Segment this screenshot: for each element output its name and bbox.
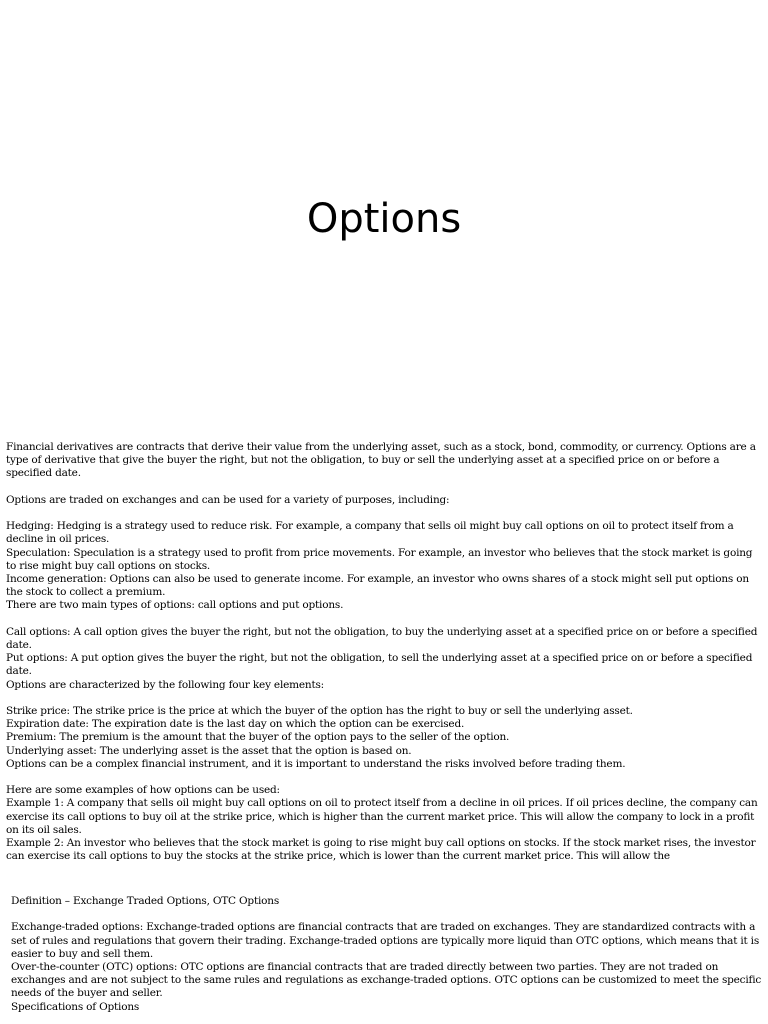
examples-intro: Here are some examples of how options can be used: [6, 784, 280, 797]
purpose-income-generation: Income generation: Options can also be used to generate income. For example, an investor who owns shares of a stock might sell put options on the stock to collect a premium. [6, 573, 749, 599]
intro-paragraph: Financial derivatives are contracts that derive their value from the underlying asset, such as a stock, bond, commodity, or currency. Options are a type of derivative that give the buyer the right, but not the obligation, to buy or sell the underlying asset at a specified price on or before a specified date. [6, 441, 756, 480]
definitions-section [11, 895, 763, 1020]
intro-purposes-paragraph: Options are traded on exchanges and can be used for a variety of purposes, including: [6, 493, 450, 506]
element-premium: Premium: The premium is the amount that the buyer of the option pays to the seller of the option. [6, 731, 510, 744]
definition-otc: Over-the-counter (OTC) options: OTC options are financial contracts that are traded directly between two parties. They are not traded on exchanges and are not subject to the same rules and regulations as exchange-traded options. OTC options can be customized to meet the specific needs of the buyer and seller. [11, 961, 762, 1000]
definitions-heading: Definition – Exchange Traded Options, OTC Options [11, 895, 280, 907]
type-call-options: Call options: A call option gives the buyer the right, but not the obligation, to buy the underlying asset at a specified price on or before a specified date. [6, 625, 758, 651]
example-1: Example 1: A company that sells oil might buy call options on oil to protect itself from a decline in oil prices. If oil prices decline, the company can exercise its call options to buy oil at the strike price, which is higher than the current market price. This will allow the company to lock in a profit on its oil sales. [6, 797, 758, 836]
specifications-heading: Specifications of Options [11, 1000, 140, 1013]
element-expiration-date: Expiration date: The expiration date is the last day on which the option can be exercised. [6, 718, 465, 731]
example-2: Example 2: An investor who believes that the stock market is going to rise might buy call options on stocks. If the stock market rises, the investor can exercise its call options to buy the stocks at the strike price, which is lower than the current market price. This will allow the [6, 837, 756, 863]
element-strike-price: Strike price: The strike price is the price at which the buyer of the option has the right to buy or sell the underlying asset. [6, 705, 633, 717]
types-intro: There are two main types of options: call options and put options. [6, 599, 344, 612]
risk-note: Options can be a complex financial instrument, and it is important to understand the risks involved before trading them. [6, 757, 626, 770]
options-body-text [6, 441, 762, 865]
type-put-options: Put options: A put option gives the buyer the right, but not the obligation, to sell the underlying asset at a specified price on or before a specified date. [6, 652, 753, 678]
elements-intro: Options are characterized by the following four key elements: [6, 678, 325, 691]
element-underlying-asset: Underlying asset: The underlying asset is the asset that the option is based on. [6, 744, 412, 757]
definition-exchange-traded: Exchange-traded options: Exchange-traded options are financial contracts that are traded on exchanges. They are standardized contracts with a set of rules and regulations that govern their trading. Exchange-traded options are typically more liquid than OTC options, which means that it is easier to buy and sell them. [11, 921, 760, 960]
purpose-speculation: Speculation: Speculation is a strategy used to profit from price movements. For example, an investor who believes that the stock market is going to rise might buy call options on stocks. [6, 546, 753, 572]
purpose-hedging: Hedging: Hedging is a strategy used to reduce risk. For example, a company that sells oil might buy call options on oil to protect itself from a decline in oil prices. [6, 520, 734, 546]
page-title: Options [306, 195, 462, 242]
